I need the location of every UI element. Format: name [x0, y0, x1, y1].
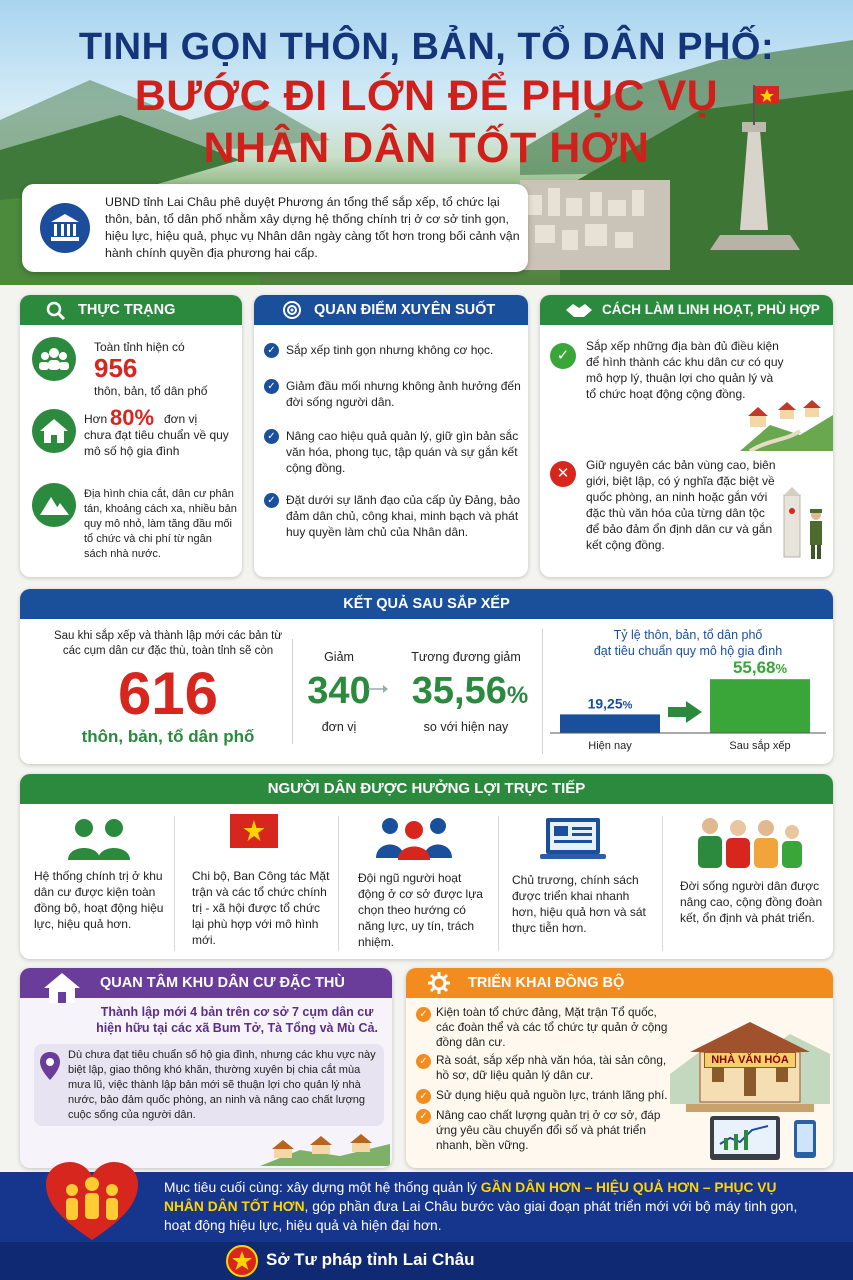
footer-org: Sở Tư pháp tỉnh Lai Châu: [266, 1250, 475, 1269]
arrow-right-icon: [366, 681, 390, 697]
laptop-document-icon: [538, 814, 608, 864]
dac-thu-body: Dù chưa đạt tiêu chuẩn số hộ gia đình, nhưng các khu vực này biệt lập, giao thông khó khăn, thường xuyên bị chia cắt mùa mưa lũ, việc thành lập bản mới sẽ thuận lợi cho quản lý nhà nước, bảo đảm quốc phòng, an ninh và nâng cao chất lượng cuộc sống của người dân.: [68, 1049, 376, 1121]
check-icon: ✓: [416, 1007, 431, 1022]
quan-diem-item: Giảm đầu mối nhưng không ảnh hưởng đến đời sống người dân.: [286, 379, 521, 409]
loi-ich-header: NGƯỜI DÂN ĐƯỢC HƯỞNG LỢI TRỰC TIẾP: [20, 774, 833, 804]
loi-ich-card: [20, 774, 833, 959]
check-icon: ✓: [264, 343, 279, 358]
quan-diem-card: [254, 295, 528, 577]
cach-lam-item-2: Giữ nguyên các bản vùng cao, biên giới, biệt lập, có ý nghĩa đặc biệt về quốc phòng, an ninh hoặc gắn với đặc thù văn hóa của từng dân tộc để bảo đảm ổn định dân cư và gắn kết cộng đồng.: [586, 458, 776, 552]
emblem-icon: [226, 1244, 258, 1278]
title-line-3: NHÂN DÂN TỐT HƠN: [203, 124, 650, 172]
title-line-1: TINH GỌN THÔN, BẢN, TỔ DÂN PHỐ:: [78, 26, 775, 68]
status-terrain-text: Địa hình chia cắt, dân cư phân tán, khoảng cách xa, nhiều bản quy mô nhỏ, làm tăng đầu mối tổ chức và chi phí từ ngân sách nhà nước.: [84, 488, 237, 560]
goal-post: , góp phần đưa Lai Châu bước vào giai đoạn phát triển mới với bộ máy tinh gọn, hoạt động hiệu lực, hiệu quả và hiện đại hơn.: [164, 1199, 798, 1233]
thuc-trang-header: THỰC TRẠNG: [20, 295, 242, 325]
mountain-icon: [32, 483, 76, 527]
check-icon: ✓: [264, 493, 279, 508]
dac-thu-card: [20, 968, 392, 1168]
benefit-item: Đội ngũ người hoạt động ở cơ sở được lựa chọn theo hướng có năng lực, uy tín, trách nhiệm.: [358, 871, 483, 949]
divider: [338, 816, 339, 951]
chart-data-label: 19,25%: [587, 695, 633, 712]
map-pin-icon: [38, 1050, 62, 1082]
divider: [542, 629, 543, 754]
chart-category-label: Sau sắp xếp: [729, 740, 791, 752]
chart-bar: [710, 679, 810, 733]
status-percent-number: 80%: [110, 405, 155, 430]
village-illustration: [740, 395, 833, 451]
border-marker-soldier-illustration: [778, 481, 830, 565]
gear-icon: [428, 972, 450, 994]
family-group-icon: [692, 814, 808, 870]
team-icon: [368, 814, 460, 860]
intro-box: [22, 184, 528, 272]
chart-data-label: 55,68%: [732, 661, 788, 678]
equiv-pct: %: [506, 682, 529, 709]
village-houses-illustration: [260, 1126, 390, 1166]
intro-text: UBND tỉnh Lai Châu phê duyệt Phương án tổng thể sắp xếp, tổ chức lại thôn, bản, tổ dân phố nhằm xây dựng hệ thống chính trị ở cơ sở tinh gọn, hiệu lực, hiệu quả, phục vụ Nhân dân ngày càng tốt hơn trong bối cảnh vận hành chính quyền địa phương hai cấp.: [105, 195, 520, 260]
standard-ratio-bar-chart: [550, 661, 826, 761]
status-percent-pre: Hơn: [84, 412, 108, 426]
check-circle-icon: ✓: [550, 343, 576, 369]
status-count-post: thôn, bản, tổ dân phố: [94, 384, 208, 398]
culture-house-sign: NHÀ VĂN HÓA: [704, 1052, 796, 1068]
benefit-item: Chi bộ, Ban Công tác Mặt trận và các tổ chức chính trị - xã hội được tổ chức lại phù hợp với mô hình mới.: [192, 869, 330, 947]
government-building-icon: [40, 203, 90, 253]
goal-highlight: GẦN DÂN HƠN – HIỆU QUẢ HƠN – PHỤC VỤ NHÂN DÂN TỐT HƠN: [164, 1180, 777, 1214]
trien-khai-item: Nâng cao chất lượng quản trị ở cơ sở, đáp ứng yêu cầu chuyển đổi số và phát triển nhanh, bền vững.: [436, 1108, 661, 1152]
people-icon: [32, 337, 76, 381]
target-icon: [282, 300, 302, 320]
reduce-value: 340: [307, 670, 371, 712]
x-circle-icon: ✕: [550, 461, 576, 487]
trien-khai-item: Kiện toàn tổ chức đảng, Mặt trận Tổ quốc, các đoàn thể và các tổ chức tự quản ở cộng đồng dân cư.: [436, 1005, 668, 1049]
search-icon: [46, 301, 66, 321]
equiv-value: 35,56: [411, 670, 507, 712]
handshake-icon: [564, 301, 594, 319]
cach-lam-header: CÁCH LÀM LINH HOẠT, PHÙ HỢP: [540, 295, 833, 325]
trien-khai-card: [406, 968, 833, 1168]
goal-pre: Mục tiêu cuối cùng: xây dựng một hệ thống quản lý: [164, 1180, 481, 1195]
check-icon: ✓: [264, 379, 279, 394]
check-icon: ✓: [264, 429, 279, 444]
check-icon: ✓: [416, 1054, 431, 1069]
reduce-label: Giảm: [324, 650, 354, 664]
check-icon: ✓: [416, 1109, 431, 1124]
vietnam-flag-icon: [228, 812, 282, 856]
chart-title-1: Tỷ lệ thôn, bản, tổ dân phố: [613, 628, 763, 642]
chart-title-2: đạt tiêu chuẩn quy mô hộ gia đình: [593, 644, 783, 658]
thuc-trang-card: [20, 295, 242, 577]
dac-thu-header: QUAN TÂM KHU DÂN CƯ ĐẶC THÙ: [20, 968, 392, 998]
home-icon: [42, 970, 82, 1006]
status-count-number: 956: [94, 353, 138, 383]
culture-house-illustration: [670, 1004, 830, 1164]
benefit-item: Chủ trương, chính sách được triển khai nhanh hơn, hiệu quả hơn và sát thực tiễn hơn.: [512, 873, 646, 935]
divider: [174, 816, 175, 951]
benefit-item: Đời sống người dân được nâng cao, cộng đồng đoàn kết, ổn định và phát triển.: [680, 879, 823, 925]
heart-family-icon: [42, 1160, 142, 1244]
equiv-label: Tương đương giảm: [411, 650, 521, 664]
ket-qua-card: [20, 589, 833, 764]
chart-bar: [560, 714, 660, 733]
reduce-unit: đơn vị: [321, 720, 357, 734]
status-percent-rest: chưa đạt tiêu chuẩn về quy mô số hộ gia đình: [84, 428, 229, 458]
equiv-unit: so với hiện nay: [423, 720, 509, 734]
dac-thu-lead: Thành lập mới 4 bản trên cơ sở 7 cụm dân cư hiện hữu tại các xã Bum Tở, Tà Tổng và Mù Cả.: [96, 1005, 378, 1035]
trien-khai-header: TRIỂN KHAI ĐỒNG BỘ: [406, 968, 833, 998]
quan-diem-item: Nâng cao hiệu quả quản lý, giữ gìn bản sắc văn hóa, phong tục, tập quán và sự gắn kết cộng đồng.: [286, 429, 519, 475]
divider: [662, 816, 663, 951]
quan-diem-item: Sắp xếp tinh gọn nhưng không cơ học.: [286, 343, 494, 357]
quan-diem-header: QUAN ĐIỂM XUYÊN SUỐT: [254, 295, 528, 325]
trien-khai-item: Sử dụng hiệu quả nguồn lực, tránh lãng phí.: [436, 1088, 668, 1102]
trien-khai-item: Rà soát, sắp xếp nhà văn hóa, tài sản công, hồ sơ, dữ liệu quản lý dân cư.: [436, 1053, 667, 1082]
status-count-pre: Toàn tỉnh hiện có: [94, 340, 185, 354]
divider: [498, 816, 499, 951]
ket-qua-intro: Sau khi sắp xếp và thành lập mới các bản từ các cụm dân cư đặc thù, toàn tỉnh sẽ còn: [53, 630, 283, 657]
cach-lam-item-1: Sắp xếp những địa bàn đủ điều kiện để hình thành các khu dân cư có quy mô hợp lý, thuận lợi cho quản lý và tổ chức hoạt động cộng đồng.: [586, 339, 784, 401]
equiv-value-group: [390, 669, 550, 713]
chart-arrow-icon: [668, 701, 702, 723]
chart-category-label: Hiện nay: [588, 740, 632, 752]
benefit-item: Hệ thống chính trị ở khu dân cư được kiện toàn đồng bộ, hoạt động hiệu lực, hiệu quả hơn.: [34, 869, 164, 931]
status-percent-post: đơn vị: [164, 412, 198, 426]
check-icon: ✓: [416, 1089, 431, 1104]
users-icon: [64, 814, 134, 864]
ket-qua-header: KẾT QUẢ SAU SẮP XẾP: [20, 589, 833, 619]
total-number: 616: [117, 660, 219, 727]
title-line-2: BƯỚC ĐI LỚN ĐỂ PHỤC VỤ: [134, 72, 719, 120]
goal-text: [164, 1178, 804, 1235]
house-icon: [32, 409, 76, 453]
total-unit: thôn, bản, tổ dân phố: [81, 727, 255, 746]
cach-lam-card: [540, 295, 833, 577]
quan-diem-item: Đặt dưới sự lãnh đạo của cấp ủy Đảng, bảo đảm dân chủ, công khai, minh bạch và phát huy quyền làm chủ của Nhân dân.: [286, 493, 521, 539]
